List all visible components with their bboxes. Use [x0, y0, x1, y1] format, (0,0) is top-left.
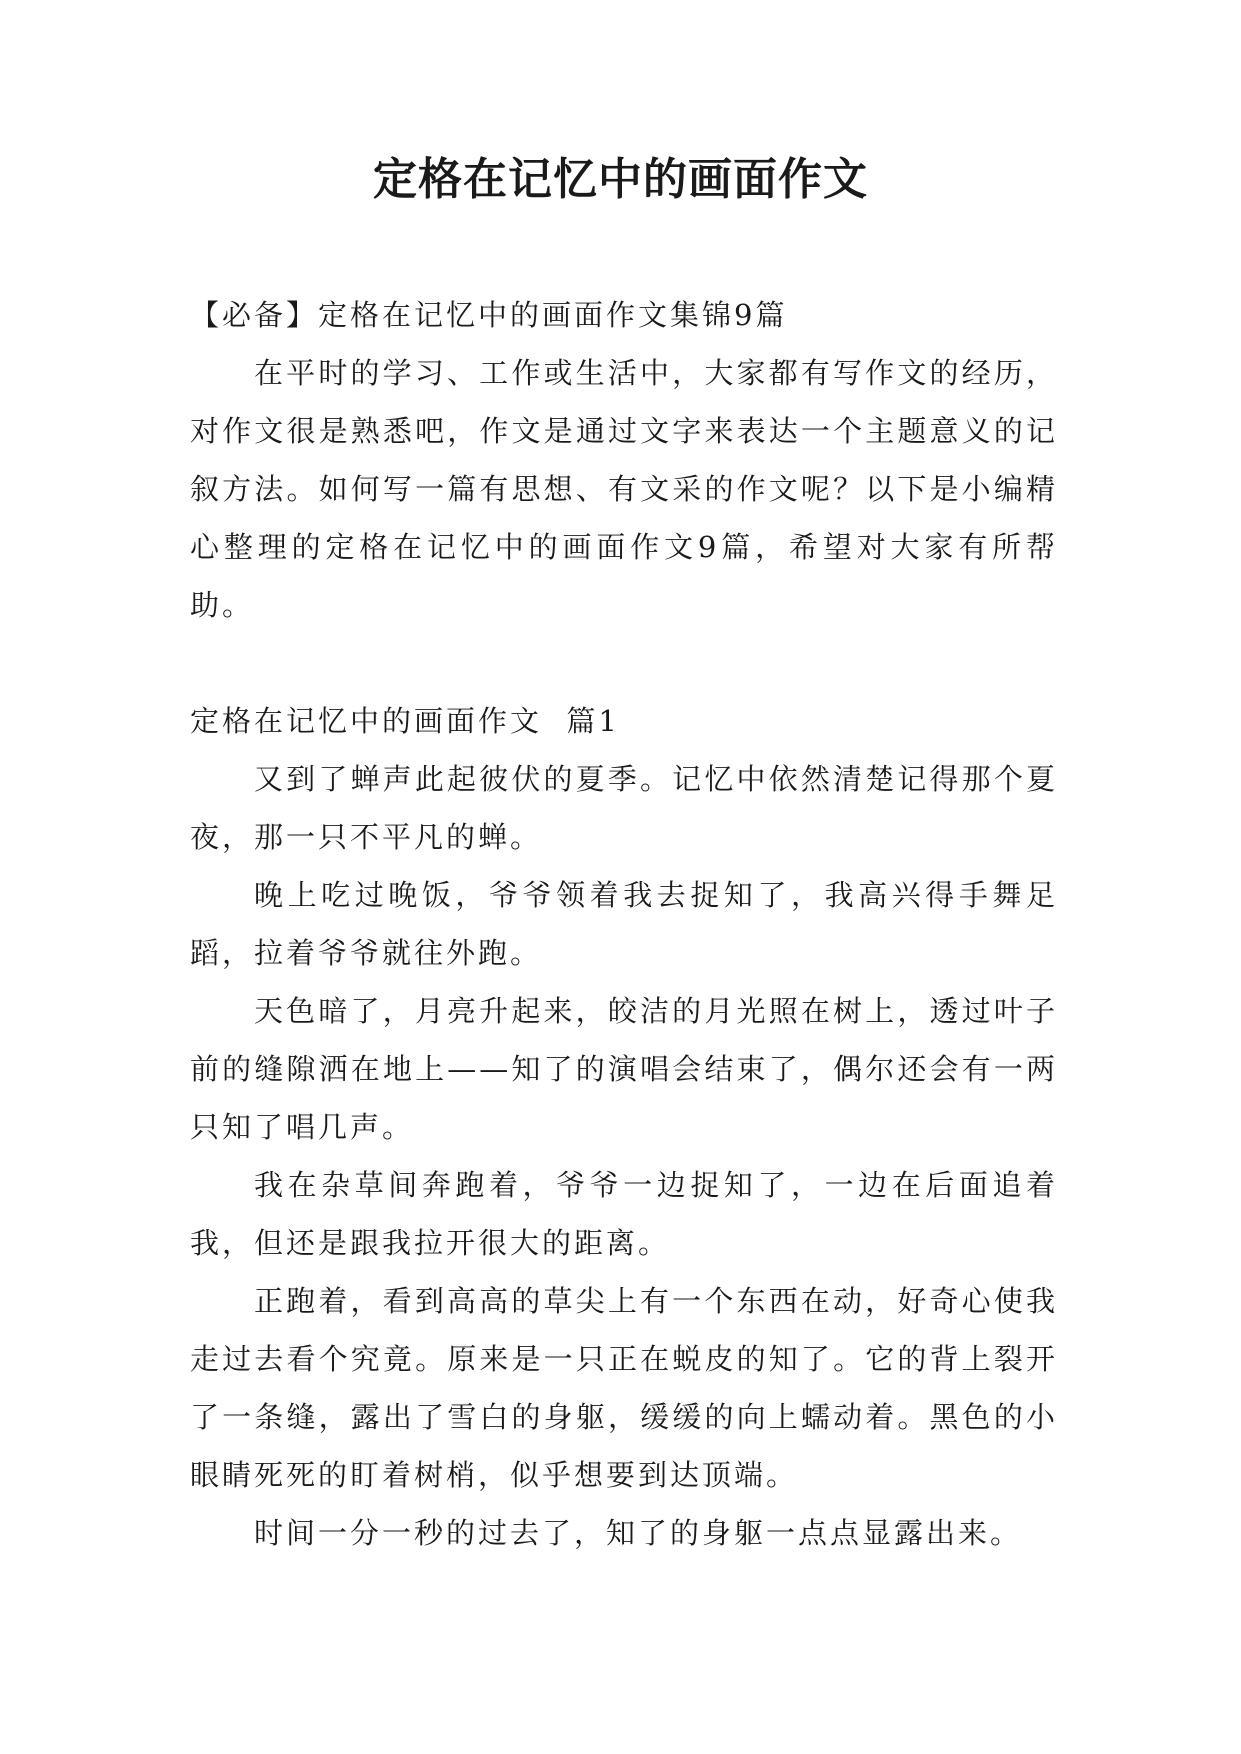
- essay-paragraph-4: 我在杂草间奔跑着，爷爷一边捉知了，一边在后面追着我，但还是跟我拉开很大的距离。: [190, 1168, 1058, 1260]
- essay-paragraph-1: 又到了蝉声此起彼伏的夏季。记忆中依然清楚记得那个夏夜，那一只不平凡的蝉。: [190, 762, 1058, 854]
- document-title: 定格在记忆中的画面作文: [373, 154, 868, 205]
- document-body: [190, 286, 1058, 1562]
- section-heading: 定格在记忆中的画面作文 篇1: [190, 704, 620, 738]
- intro-paragraph: 在平时的学习、工作或生活中，大家都有写作文的经历，对作文很是熟悉吧，作文是通过文字来表达一个主题意义的记叙方法。如何写一篇有思想、有文采的作文呢？以下是小编精心整理的定格在记忆中的画面作文9篇，希望对大家有所帮助。: [190, 356, 1058, 622]
- essay-paragraph-2: 晚上吃过晚饭，爷爷领着我去捉知了，我高兴得手舞足蹈，拉着爷爷就往外跑。: [190, 878, 1058, 970]
- essay-paragraph-6: 时间一分一秒的过去了，知了的身躯一点点显露出来。: [254, 1516, 1023, 1550]
- essay-paragraph-5: 正跑着，看到高高的草尖上有一个东西在动，好奇心使我走过去看个究竟。原来是一只正在蜕皮的知了。它的背上裂开了一条缝，露出了雪白的身躯，缓缓的向上蠕动着。黑色的小眼睛死死的盯着树梢，似乎想要到达顶端。: [190, 1284, 1058, 1492]
- essay-paragraph-3: 天色暗了，月亮升起来，皎洁的月光照在树上，透过叶子前的缝隙洒在地上——知了的演唱会结束了，偶尔还会有一两只知了唱几声。: [190, 994, 1058, 1144]
- section-spacer: [190, 634, 1058, 692]
- document-subtitle: 【必备】定格在记忆中的画面作文集锦9篇: [190, 298, 788, 332]
